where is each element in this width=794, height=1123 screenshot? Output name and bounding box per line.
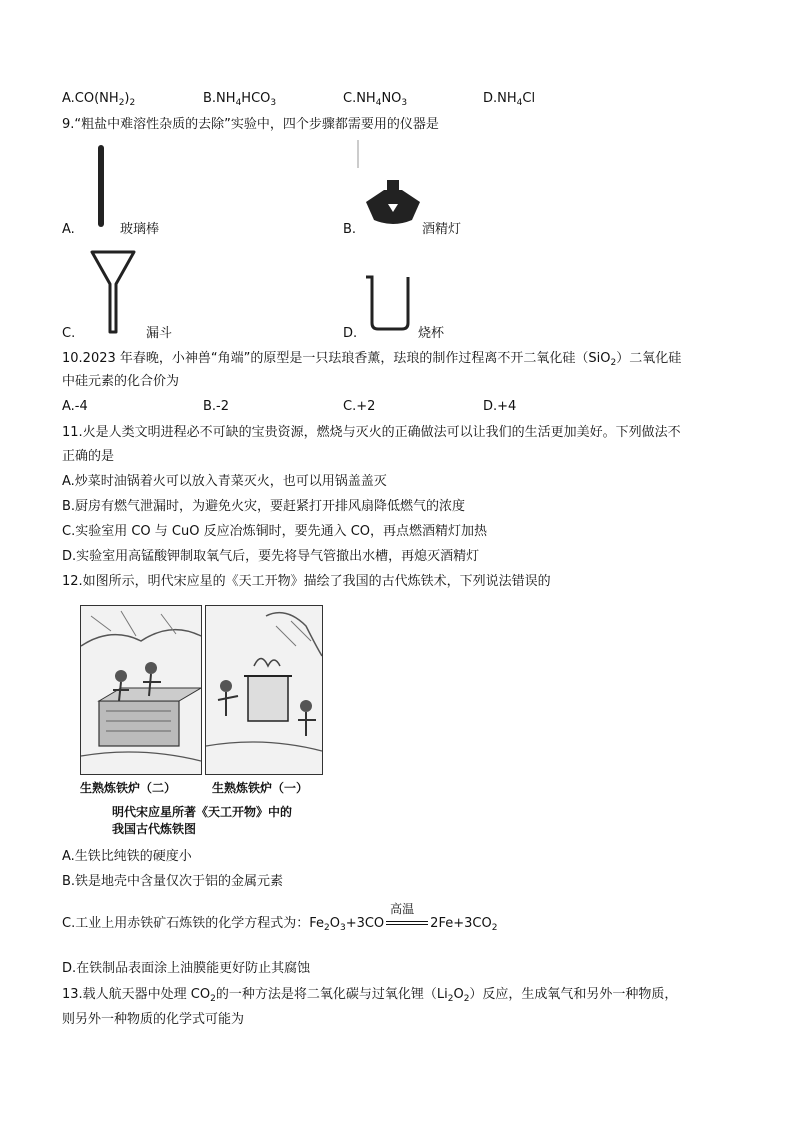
q12-option-b: B.铁是地壳中含量仅次于铝的金属元素 bbox=[62, 874, 284, 889]
q13-stem-line1: 13.载人航天器中处理 $CO_2$的一种方法是将二氧化碳与过氧化锂$(Li_2O_2)$反应，生成氧气和另外一种物质， bbox=[62, 987, 678, 1004]
q9-stem: 9.“粗盐中难溶性杂质的去除”实验中，四个步骤都需要用的仪器是 bbox=[62, 117, 439, 132]
woodcut-label-one: 生熟炼铁炉（一） bbox=[212, 781, 309, 795]
woodcut-furnace-two-illustration bbox=[81, 606, 201, 774]
figure-caption-line2: 我国古代炼铁图 bbox=[112, 822, 197, 836]
q12-option-c: C.工业上用赤铁矿石炼铁的化学方程式为：$Fe_2O_3+3CO$ 高温 $2Fe+3CO_2$ bbox=[62, 902, 498, 933]
q11-option-b: B.厨房有燃气泄漏时，为避免火灾，要赶紧打开排风扇降低燃气的浓度 bbox=[62, 499, 466, 514]
q11-option-c: C.实验室用 CO 与 CuO 反应冶炼铜时，要先通入 CO，再点燃酒精灯加热 bbox=[62, 524, 488, 539]
q12-option-d: D.在铁制品表面涂上油膜能更好防止其腐蚀 bbox=[62, 961, 311, 976]
q11-option-d: D.实验室用高锰酸钾制取氧气后，要先将导气管撤出水槽，再熄灭酒精灯 bbox=[62, 549, 480, 564]
figure-caption-line1: 明代宋应星所著《天工开物》中的 bbox=[112, 805, 293, 819]
q11-option-a: A.炒菜时油锅着火可以放入青菜灭火，也可以用锅盖盖灭 bbox=[62, 474, 387, 489]
glass-rod-icon bbox=[94, 143, 108, 229]
q12-stem: 12.如图所示，明代宋应星的《天工开物》描绘了我国的古代炼铁术，下列说法错误的 bbox=[62, 574, 551, 589]
q10-option-a: A.-4 bbox=[62, 399, 88, 414]
q10-option-d: D.+4 bbox=[483, 399, 517, 414]
q11-stem-line1: 11.火是人类文明进程必不可缺的宝贵资源，燃烧与灭火的正确做法可以让我们的生活更加美好。下列做法不 bbox=[62, 425, 681, 440]
woodcut-furnace-two bbox=[80, 605, 202, 775]
beaker-icon bbox=[362, 273, 414, 333]
q9-option-d-letter: D. bbox=[343, 326, 358, 341]
q8-option-a: $A.CO(NH_2)_2$ bbox=[62, 91, 136, 108]
q9-option-b-letter: B. bbox=[343, 222, 357, 237]
q9-option-c-letter: C. bbox=[62, 326, 76, 341]
woodcut-furnace-one bbox=[205, 605, 323, 775]
woodcut-furnace-one-illustration bbox=[206, 606, 322, 774]
reaction-arrow bbox=[384, 902, 430, 933]
q9-option-b-label: 酒精灯 bbox=[422, 222, 462, 237]
q13-stem-line2: 则另外一种物质的化学式可能为 bbox=[62, 1012, 245, 1027]
q9-option-c-label: 漏斗 bbox=[146, 326, 173, 341]
q9-option-a-label: 玻璃棒 bbox=[120, 222, 160, 237]
reaction-condition: 高温 bbox=[390, 902, 415, 916]
q10-option-b: B.-2 bbox=[203, 399, 230, 414]
funnel-icon bbox=[88, 248, 138, 334]
q9-option-a-letter: A. bbox=[62, 222, 75, 237]
q10-stem-line1: 10.2023 年春晚，小神兽“角端”的原型是一只珐琅香薰，珐琅的制作过程离不开二氧化硅（SiO$_2$）二氧化硅 bbox=[62, 351, 682, 368]
q8-option-d: $D.NH_4Cl$ bbox=[483, 91, 536, 108]
q10-stem-line2: 中硅元素的化合价为 bbox=[62, 374, 180, 389]
q11-stem-line2: 正确的是 bbox=[62, 449, 115, 464]
q9-option-d-label: 烧杯 bbox=[418, 326, 445, 341]
q8-option-c: $C.NH_4NO_3$ bbox=[343, 91, 408, 108]
q12-option-a: A.生铁比纯铁的硬度小 bbox=[62, 849, 192, 864]
q8-option-b: $B.NH_4HCO_3$ bbox=[203, 91, 277, 108]
q10-option-c: C.+2 bbox=[343, 399, 376, 414]
woodcut-label-two: 生熟炼铁炉（二） bbox=[80, 781, 177, 795]
